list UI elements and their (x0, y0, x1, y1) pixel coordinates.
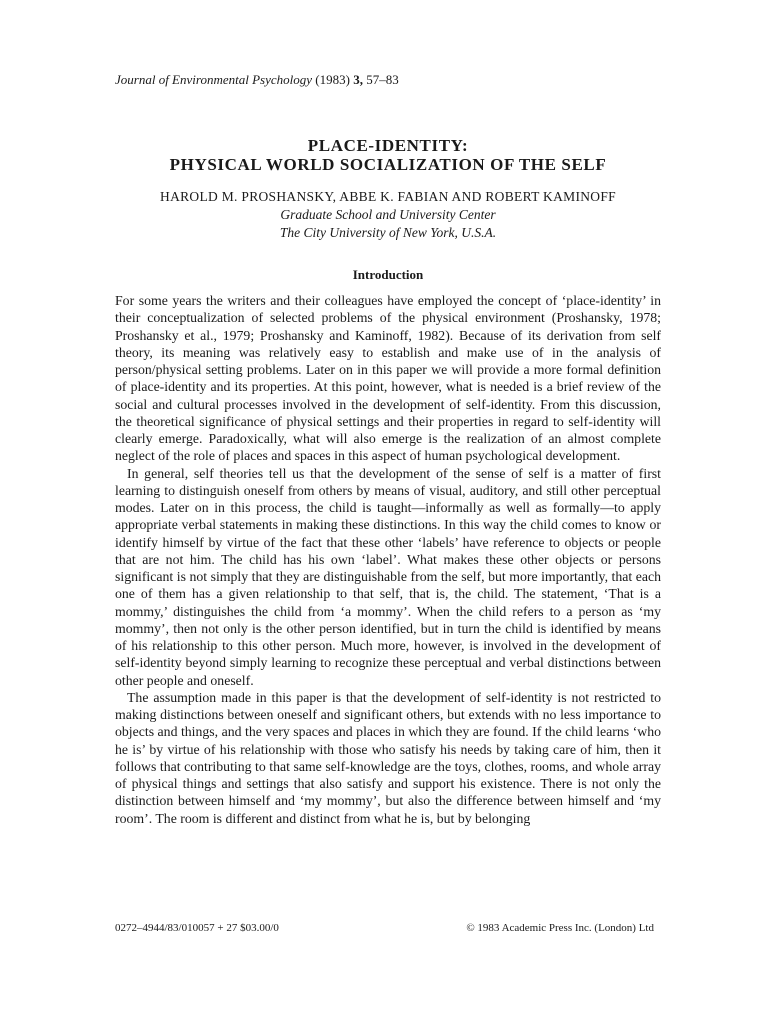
journal-pages: 57–83 (366, 72, 399, 87)
article-title (115, 136, 661, 174)
body-paragraph-1: For some years the writers and their colleagues have employed the concept of ‘place-identity’ in their conceptualization of selected problems of the physical environment (Proshansky, 1978; Proshansky et al., 1979; Proshansky and Kaminoff, 1982). Because of its derivation from self theory, its meaning was relatively easy to establish and make use of in the analysis of person/physical setting problems. Later on in this paper we will provide a more formal definition of place-identity and its properties. At this point, however, what is needed is a brief review of the social and cultural processes involved in the development of self-identity. From this discussion, the theoretical significance of physical settings and their properties in regard to self-identity will clearly emerge. Paradoxically, what will also emerge is the realization of an almost complete neglect of the role of places and spaces in this aspect of human psychological development. (115, 293, 661, 464)
journal-name: Journal of Environmental Psychology (115, 72, 313, 87)
title-line-2: PHYSICAL WORLD SOCIALIZATION OF THE SELF (169, 155, 607, 174)
journal-citation (115, 72, 399, 88)
body-paragraph-2: In general, self theories tell us that the development of the sense of self is a matter of first learning to distinguish oneself from others by means of visual, auditory, and still other perceptual modes. Later on in this process, the child is taught—informally as well as formally—to apply appropriate verbal statements in making these distinctions. In this way the child comes to know or identify himself by virtue of the fact that these other ‘labels’ have reference to objects or people that are not him. The child has his own ‘label’. What makes these other objects or persons significant is not simply that they are distinguishable from the self, but more importantly, that each one of them has a given relationship to that self, that is, the child. The statement, ‘That is a mommy,’ distinguishes the child from ‘a mommy’. When the child refers to a person as ‘my mommy’, then not only is the other person identified, but in turn the child is identified by means of his relationship to this other person. Much more, however, is involved in the development of self-identity beyond simply learning to recognize these perceptual and verbal distinctions between other people and oneself. (115, 465, 661, 688)
article-authors: HAROLD M. PROSHANSKY, ABBE K. FABIAN AND ROBERT KAMINOFF (160, 189, 616, 204)
section-heading: Introduction (352, 267, 424, 282)
footer-code: 0272–4944/83/010057 + 27 $03.00/0 (115, 922, 279, 934)
affiliation-line-1: Graduate School and University Center (280, 207, 496, 222)
body-paragraph-3: The assumption made in this paper is that the development of self-identity is not restricted to making distinctions between oneself and significant others, but extends with no less importance to objects and things, and the very spaces and places in which they are found. If the child learns ‘who he is’ by virtue of his relationship with those who satisfy his needs by taking care of him, then it follows that contributing to that same self-knowledge are the toys, clothes, rooms, and whole array of physical things and settings that also satisfy and support his existence. There is not only the distinction between himself and ‘my mommy’, but also the difference between himself and ‘my room’. The room is different and distinct from what he is, but by belonging (115, 689, 661, 826)
paper-page (115, 0, 661, 1024)
footer-copyright: © 1983 Academic Press Inc. (London) Ltd (466, 922, 654, 934)
article-body (115, 292, 661, 827)
journal-volume: 3, (353, 72, 363, 87)
title-line-1: PLACE-IDENTITY: (307, 136, 469, 155)
affiliation-line-2: The City University of New York, U.S.A. (279, 225, 497, 240)
journal-year: (1983) (315, 72, 350, 87)
